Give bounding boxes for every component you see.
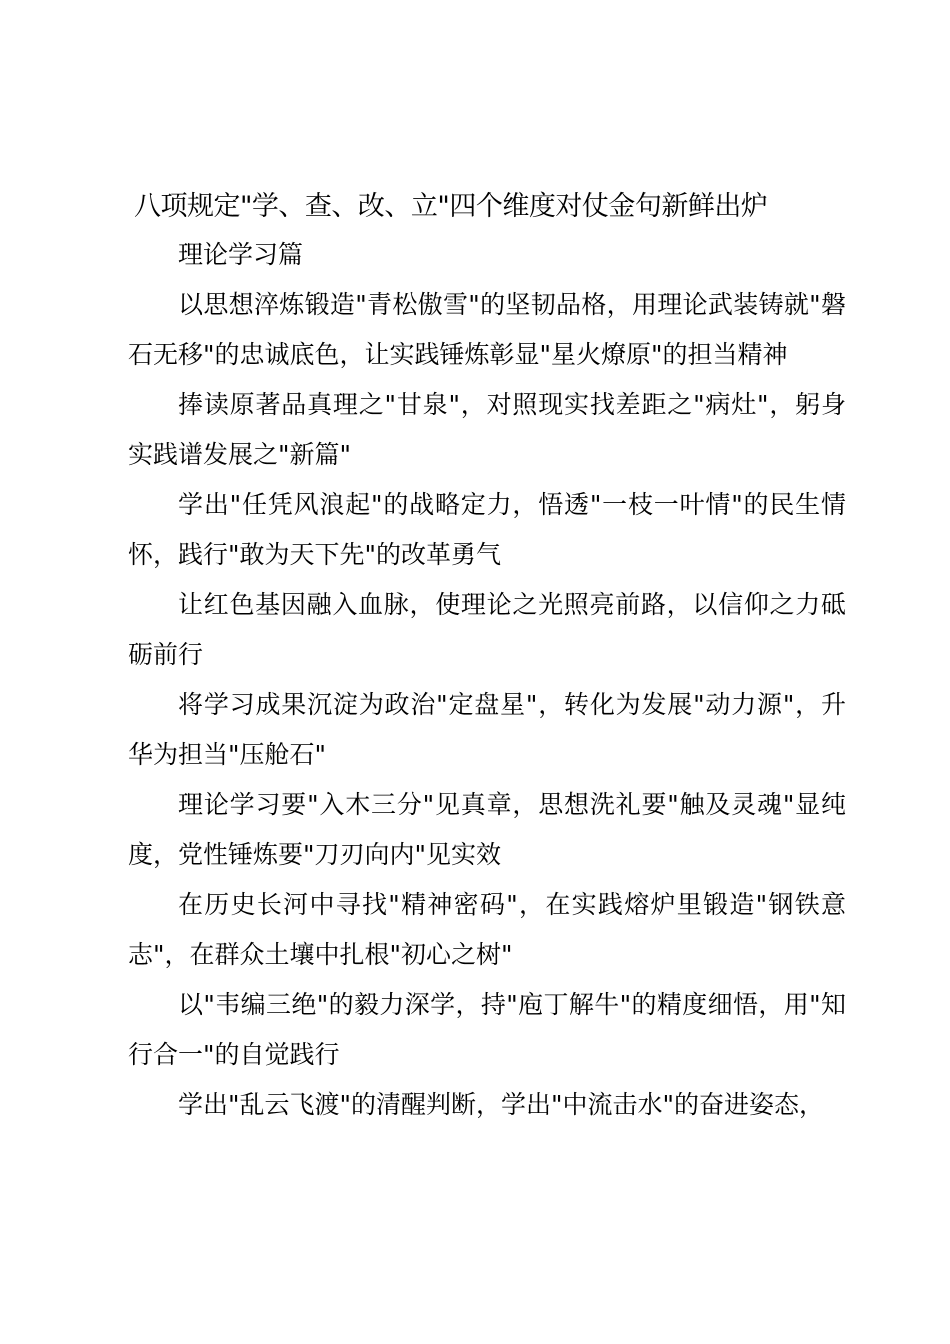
paragraph: 在历史长河中寻找"精神密码"，在实践熔炉里锻造"钢铁意志"，在群众土壤中扎根"初心之树": [128, 890, 846, 969]
paragraph: 学出"乱云飞渡"的清醒判断，学出"中流击水"的奋进姿态，: [178, 1090, 824, 1119]
document-body: [128, 230, 846, 1130]
document-title: 八项规定"学、查、改、立"四个维度对仗金句新鲜出炉: [134, 191, 768, 222]
paragraph: 以"韦编三绝"的毅力深学，持"庖丁解牛"的精度细悟，用"知行合一"的自觉践行: [128, 990, 846, 1069]
paragraph: 以思想淬炼锻造"青松傲雪"的坚韧品格，用理论武装铸就"磐石无移"的忠诚底色，让实践锤炼彰显"星火燎原"的担当精神: [128, 290, 846, 369]
paragraph: 理论学习要"入木三分"见真章，思想洗礼要"触及灵魂"显纯度，党性锤炼要"刀刃向内"见实效: [128, 790, 846, 869]
paragraph: 将学习成果沉淀为政治"定盘星"，转化为发展"动力源"，升华为担当"压舱石": [128, 690, 846, 769]
paragraph: 捧读原著品真理之"甘泉"，对照现实找差距之"病灶"，躬身实践谱发展之"新篇": [128, 390, 846, 469]
paragraph: 学出"任凭风浪起"的战略定力，悟透"一枝一叶情"的民生情怀，践行"敢为天下先"的改革勇气: [128, 490, 846, 569]
paragraph: 让红色基因融入血脉，使理论之光照亮前路，以信仰之力砥砺前行: [128, 590, 846, 669]
section-heading: 理论学习篇: [178, 240, 304, 269]
